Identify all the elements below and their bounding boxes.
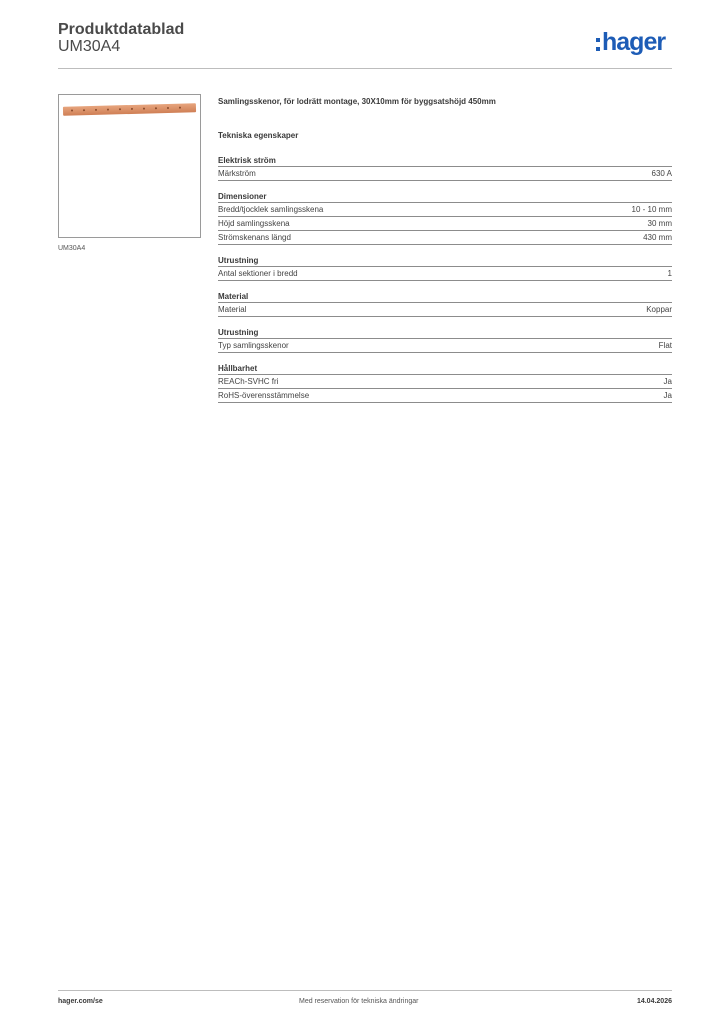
product-image: [58, 94, 201, 238]
spec-value: 10 - 10 mm: [631, 205, 672, 214]
busbar-icon: [63, 103, 196, 115]
spec-row: [218, 375, 672, 389]
spec-group: [218, 291, 672, 317]
spec-row: [218, 389, 672, 403]
spec-value: 30 mm: [647, 219, 672, 228]
spec-row: [218, 267, 672, 281]
brand-logo[interactable]: [596, 28, 665, 56]
spec-row: [218, 203, 672, 217]
tech-properties-title: Tekniska egenskaper: [218, 131, 299, 140]
header-divider: [58, 68, 672, 69]
spec-value: 630 A: [651, 169, 672, 178]
spec-table: [218, 155, 672, 413]
spec-value: Ja: [663, 377, 672, 386]
spec-group-title: Dimensioner: [218, 191, 672, 203]
logo-text: hager: [602, 27, 666, 56]
spec-label: REACh-SVHC fri: [218, 377, 279, 386]
spec-label: Märkström: [218, 169, 256, 178]
spec-group-title: Elektrisk ström: [218, 155, 672, 167]
spec-group: [218, 363, 672, 403]
spec-row: [218, 231, 672, 245]
spec-value: 1: [667, 269, 672, 278]
spec-label: Typ samlingsskenor: [218, 341, 289, 350]
spec-group-title: Utrustning: [218, 327, 672, 339]
spec-group: [218, 191, 672, 245]
product-code: UM30A4: [58, 38, 121, 55]
spec-row: [218, 303, 672, 317]
product-description: Samlingsskenor, för lodrätt montage, 30X10mm för byggsatshöjd 450mm: [218, 97, 496, 106]
spec-value: Koppar: [646, 305, 672, 314]
footer-note: Med reservation för tekniska ändringar: [299, 998, 419, 1005]
spec-label: Höjd samlingsskena: [218, 219, 290, 228]
footer-divider: [58, 990, 672, 991]
spec-group: [218, 155, 672, 181]
spec-value: Ja: [663, 391, 672, 400]
spec-group: [218, 255, 672, 281]
page-title: Produktdatablad: [58, 21, 185, 38]
spec-group: [218, 327, 672, 353]
spec-value: Flat: [658, 341, 672, 350]
spec-group-title: Material: [218, 291, 672, 303]
spec-label: RoHS-överensstämmelse: [218, 391, 310, 400]
spec-row: [218, 217, 672, 231]
spec-group-title: Hållbarhet: [218, 363, 672, 375]
spec-row: [218, 167, 672, 181]
spec-row: [218, 339, 672, 353]
spec-label: Material: [218, 305, 247, 314]
spec-value: 430 mm: [643, 233, 672, 242]
spec-label: Strömskenans längd: [218, 233, 291, 242]
footer-date: 14.04.2026: [636, 998, 672, 1005]
image-caption: UM30A4: [58, 245, 86, 252]
footer-website-link[interactable]: hager.com/se: [58, 998, 103, 1005]
logo-dots-icon: [596, 38, 600, 51]
spec-group-title: Utrustning: [218, 255, 672, 267]
spec-label: Antal sektioner i bredd: [218, 269, 298, 278]
spec-label: Bredd/tjocklek samlingsskena: [218, 205, 324, 214]
